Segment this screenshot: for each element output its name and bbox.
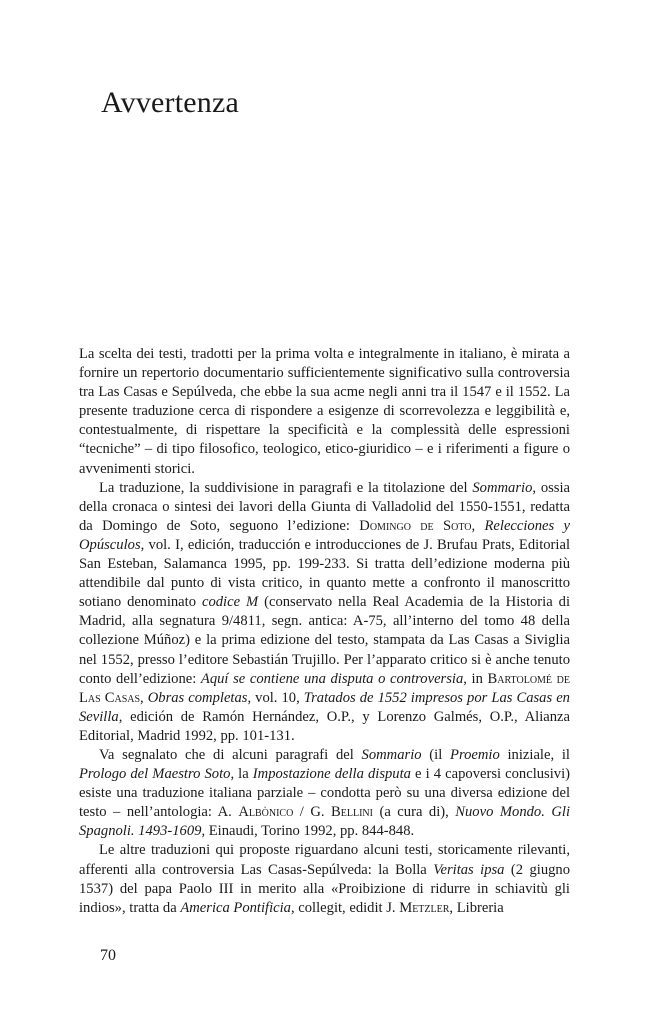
- text-run: , Libreria: [449, 899, 504, 916]
- author-name: Bellini: [331, 804, 373, 821]
- italic-text: Tratados de 1552 impresos por Las Casas en Sevilla: [79, 689, 570, 725]
- italic-text: Veritas ipsa: [433, 861, 505, 878]
- text-run: La traduzione, la suddivisione in paragrafi e la titolazione del: [99, 479, 473, 496]
- text-run: (conservato nella Real Academia de la Historia di Madrid, alla segnatura 9/4811, segn. antica: A-75, all’interno del tomo 48 della collezione Múñoz) e la prima edizione del testo, stampata da Las Casas a Siviglia nel 1552, presso l’editore Sebastián Trujillo. Per l’apparato critico si è anche tenuto conto dell’edizione:: [79, 594, 571, 687]
- italic-text: Sommario: [472, 479, 533, 496]
- italic-text: Aquí se contiene una disputa o controversia: [200, 670, 464, 687]
- text-run: La scelta dei testi, tradotti per la prima volta e integralmente in italiano, è mirata a fornire un repertorio documentario sufficientemente significativo sulla controversia tra Las Casas e Sepúlveda, che ebbe la sua acme negli anni tra il 1547 e il 1552. La presente traduzione cerca di rispondere a esigenze di scorrevolezza e leggibilità e, contestualmente, di rispettare la specificità e la complessità delle espressioni “tecniche” – di tipo filosofico, teologico, etico-giuridico – e i riferimenti a figure o avvenimenti storici.: [79, 346, 570, 477]
- page-number: 70: [100, 947, 116, 964]
- text-run: (2 giugno 1537) del papa Paolo III in merito alla «Proibizione di ridurre in schiavitù gli indios», tratta da: [79, 861, 571, 916]
- paragraph: [79, 479, 570, 746]
- author-name: Albònico: [238, 804, 294, 821]
- author-name: Domingo de Soto: [359, 517, 472, 534]
- paragraph: [79, 345, 570, 479]
- italic-text: Sommario: [361, 746, 422, 763]
- text-run: iniziale, il: [499, 746, 570, 763]
- text-run: Va segnalato che di alcuni paragrafi del: [99, 746, 362, 763]
- text-run: , vol. 10,: [247, 689, 304, 706]
- text-run: ,: [471, 517, 485, 534]
- text-run: , la: [230, 766, 253, 783]
- text-run: (il: [421, 746, 451, 763]
- text-run: , Einaudi, Torino 1992, pp. 844-848.: [201, 823, 415, 840]
- paragraph: [79, 746, 570, 841]
- italic-text: codice M: [201, 594, 259, 611]
- italic-text: Prologo del Maestro Soto: [79, 766, 231, 783]
- text-run: ,: [140, 689, 148, 706]
- text-run: , edición de Ramón Hernández, O.P., y Lorenzo Galmés, O.P., Alianza Editorial, Madrid 1992, pp. 101-131.: [79, 708, 570, 744]
- author-name: Bartolomé de Las Casas: [79, 670, 570, 706]
- text-run: / G.: [293, 804, 332, 821]
- text-run: e i 4 capoversi conclusivi) esiste una traduzione italiana parziale – condotta però su una diversa edizione del testo – nell’antologia: A.: [79, 766, 570, 821]
- text-run: , ossia della cronaca o sintesi dei lavori della Giunta di Valladolid del 1550-1551, redatta da Domingo de Soto, seguono l’edizione:: [79, 479, 571, 534]
- italic-text: America Pontificia: [180, 899, 291, 916]
- italic-text: Impostazione della disputa: [252, 766, 411, 783]
- italic-text: Relecciones y Opúsculos: [79, 517, 571, 553]
- section-title: Avvertenza: [101, 86, 240, 119]
- text-run: Le altre traduzioni qui proposte riguardano alcuni testi, storicamente rilevanti, afferenti alla controversia Las Casas-Sepúlveda: la Bolla: [79, 842, 570, 878]
- text-run: , in: [463, 670, 488, 687]
- paragraph: [79, 841, 570, 917]
- text-run: , vol. I, edición, traducción e introducciones de J. Brufau Prats, Editorial San Esteban, Salamanca 1995, pp. 199-233. Si tratta dell’edizione moderna più attendibile dal punto di vista critico, in quanto mette a confronto il manoscritto sotiano denominato: [79, 536, 570, 611]
- author-name: Metzler: [399, 899, 450, 916]
- italic-text: Proemio: [450, 746, 500, 763]
- text-run: (a cura di),: [372, 804, 456, 821]
- italic-text: Nuovo Mondo. Gli Spagnoli. 1493-1609: [79, 804, 570, 840]
- text-run: , collegit, edidit J.: [290, 899, 400, 916]
- body-text: [79, 345, 570, 918]
- italic-text: Obras completas: [147, 689, 248, 706]
